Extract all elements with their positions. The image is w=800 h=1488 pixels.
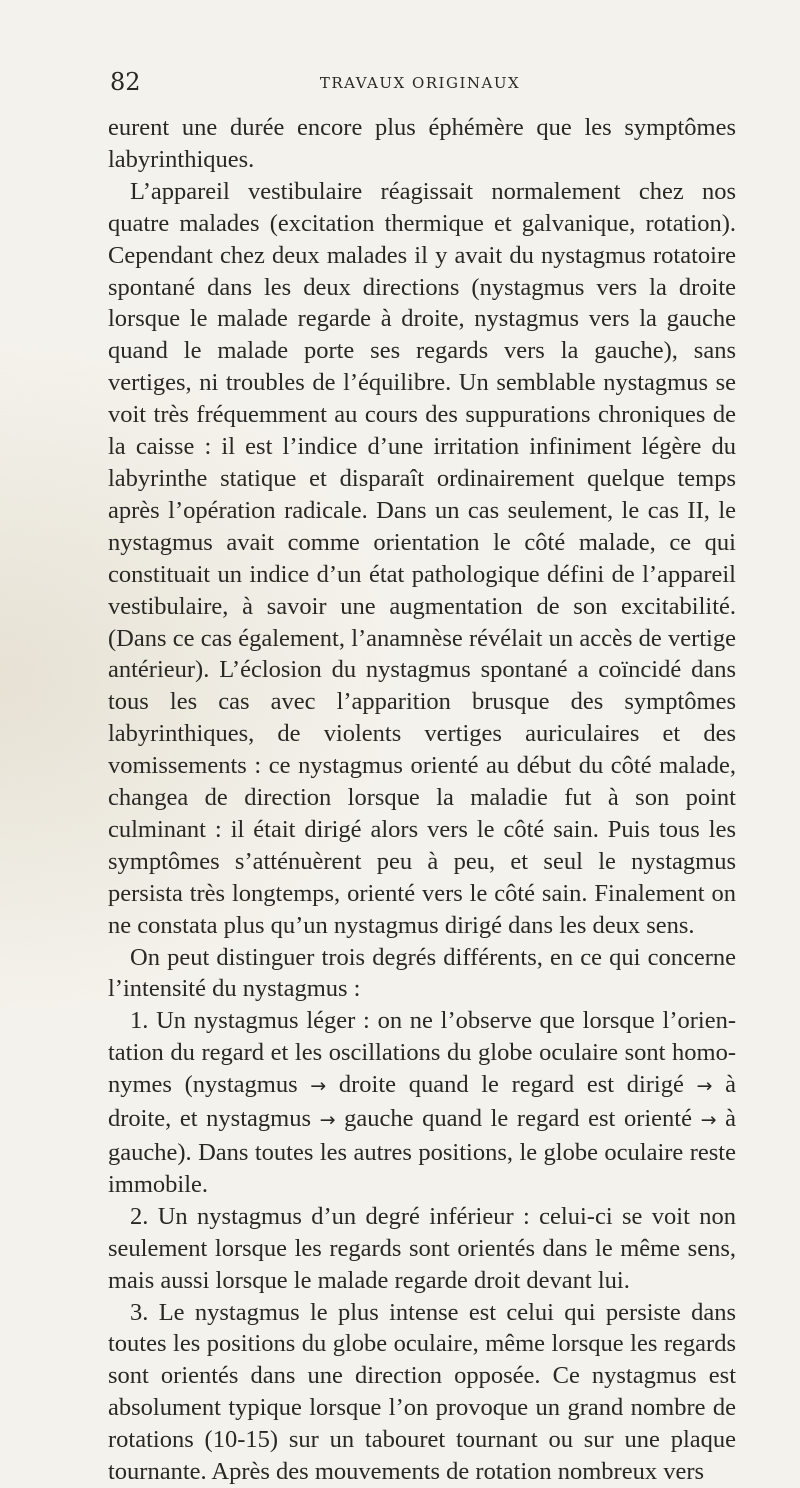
page-header xyxy=(110,68,730,98)
item1-text: droite quand le regard est dirigé xyxy=(326,1071,697,1099)
item1-text: gauche quand le regard est orienté xyxy=(335,1105,701,1133)
item1-text: à droite, et nystagmus xyxy=(108,1071,736,1133)
paragraph-degrees-intro: On peut distinguer trois degrés différents, en ce qui concerne l’intensité du nystagmus : xyxy=(108,943,736,1003)
paragraph-vestibular: L’appareil vestibulaire réagissait normalement chez nos quatre malades (excitation thermique et galvanique, rotation). Cependant chez deux malades il y avait du nystagmus rotatoire spontané dans les deux directions (nystagmus vers la droite lorsque le malade regarde à droite, nystagmus vers la gauche quand le malade porte ses regards vers la gauche), sans vertiges, ni troubles de l’équilibre. Un semblable nystagmus se voit très fréquemment au cours des suppurations chroniques de la caisse : il est l’indice d’une irritation infiniment légère du labyrinthe statique et disparaît ordinairement quelque temps après l’opération radicale. Dans un cas seulement, le cas II, le nystagmus avait comme orientation le côté malade, ce qui constituait un indice d’un état pathologique défini de l’appareil vestibulaire, à savoir une augmentation de son excitabilité. (Dans ce cas également, l’anamnèse révélait un accès de vertige antérieur). L’éclosion du nystagmus spontané a coïncidé dans tous les cas avec l’apparition brusque des symptômes labyrinthiques, de violents vertiges auriculaires et des vomissements : ce nystagmus orienté au début du côté malade, changea de direction lorsque la maladie fut à son point culminant : il était dirigé alors vers le côté sain. Puis tous les symptômes s’atténuèrent peu à peu, et seul le nystagmus persista très longtemps, orienté vers le côté sain. Finalement on ne constata plus qu’un nystagmus dirigé dans les deux sens. xyxy=(108,177,736,939)
list-item-degree-3: 3. Le nystagmus le plus intense est celui qui persiste dans toutes les positions du globe oculaire, même lorsque les regards sont orientés dans une direction opposée. Ce nystagmus est absolument typique lorsque l’on provoque un grand nombre de rotations (10-15) sur un tabouret tournant ou sur une plaque tournante. Après des mouvements de rotation nombreux vers xyxy=(108,1298,736,1486)
page-number: 82 xyxy=(110,68,141,96)
arrow-right-icon: → xyxy=(319,1109,336,1132)
item1-text: à gauche). Dans toutes les autres positions, le globe oculaire reste immobile. xyxy=(108,1105,736,1198)
arrow-right-icon: → xyxy=(310,1075,327,1098)
running-head: TRAVAUX ORIGINAUX xyxy=(319,74,521,92)
item1-text: 1. Un nystagmus léger : on ne l’observe que lorsque l’orientation du regard et les oscillations du globe oculaire sont homonymes (nystagmus xyxy=(108,1007,736,1099)
arrow-right-icon: → xyxy=(700,1109,717,1132)
list-item-degree-1 xyxy=(108,1005,736,1200)
list-item-degree-2: 2. Un nystagmus d’un degré inférieur : celui-ci se voit non seulement lorsque les regards sont orientés dans le même sens, mais aussi lorsque le malade regarde droit devant lui. xyxy=(108,1202,736,1294)
body-text xyxy=(108,112,736,1488)
arrow-right-icon: → xyxy=(696,1075,713,1098)
paragraph-continuation: eurent une durée encore plus éphémère que les symptômes labyrinthiques. xyxy=(108,114,736,173)
